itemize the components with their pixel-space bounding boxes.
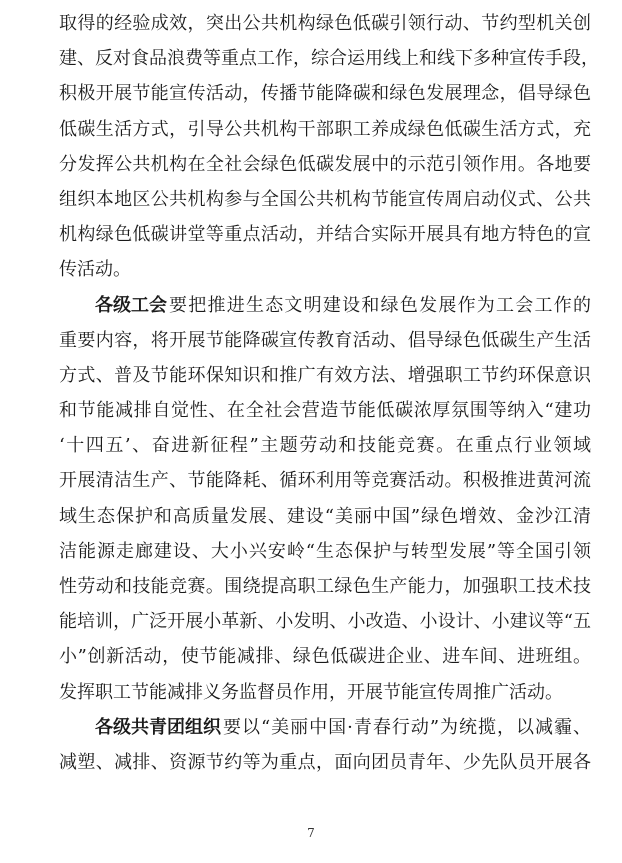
text-line: 积极开展节能宣传活动，传播节能降碳和绿色发展理念，倡导绿色 bbox=[59, 83, 591, 105]
text-line: 开展清洁生产、节能降耗、循环利用等竞赛活动。积极推进黄河流 bbox=[59, 470, 591, 492]
page-number: 7 bbox=[307, 826, 315, 840]
text-line: 分发挥公共机构在全社会绿色低碳发展中的示范引领作用。各地要 bbox=[59, 153, 591, 175]
text-line: 减塑、减排、资源节约等为重点，面向团员青年、少先队员开展各 bbox=[59, 751, 591, 773]
text-line: 建、反对食品浪费等重点工作，综合运用线上和线下多种宣传手段， bbox=[59, 48, 599, 70]
text-line: 能培训，广泛开展小革新、小发明、小改造、小设计、小建议等“五 bbox=[59, 611, 591, 633]
line-text: 要以“美丽中国·青春行动”为统揽，以减霾、 bbox=[223, 716, 591, 738]
text-line: 机构绿色低碳讲堂等重点活动，并结合实际开展具有地方特色的宣 bbox=[59, 224, 591, 246]
text-line: 和节能减排自觉性、在全社会营造节能低碳浓厚氛围等纳入“建功 bbox=[59, 400, 591, 422]
text-line: 传活动。 bbox=[59, 259, 131, 281]
text-line: 小”创新活动，使节能减排、绿色低碳进企业、进车间、进班组。 bbox=[59, 646, 591, 668]
body-text bbox=[59, 6, 599, 780]
text-line: 域生态保护和高质量发展、建设“美丽中国”绿色增效、金沙江清 bbox=[59, 505, 591, 527]
text-line: 方式、普及节能环保知识和推广有效方法、增强职工节约环保意识 bbox=[59, 364, 591, 386]
text-line: 洁能源走廊建设、大小兴安岭“生态保护与转型发展”等全国引领 bbox=[59, 540, 591, 562]
text-line bbox=[59, 288, 591, 323]
text-line: 性劳动和技能竞赛。围绕提高职工绿色生产能力，加强职工技术技 bbox=[59, 576, 591, 597]
line-text: 要把推进生态文明建设和绿色发展作为工会工作的 bbox=[169, 294, 591, 316]
text-line: 组织本地区公共机构参与全国公共机构节能宣传周启动仪式、公共 bbox=[59, 188, 591, 210]
text-line: 重要内容，将开展节能降碳宣传教育活动、倡导绿色低碳生产生活 bbox=[59, 329, 591, 351]
text-line: ‘十四五’、奋进新征程”主题劳动和技能竞赛。在重点行业领域 bbox=[59, 435, 591, 457]
text-line: 低碳生活方式，引导公共机构干部职工养成绿色低碳生活方式，充 bbox=[59, 118, 591, 140]
paragraph-lead: 各级工会 bbox=[95, 294, 167, 316]
text-line: 发挥职工节能减排义务监督员作用，开展节能宣传周推广活动。 bbox=[59, 681, 563, 703]
text-line bbox=[59, 710, 591, 745]
text-line: 取得的经验成效，突出公共机构绿色低碳引领行动、节约型机关创 bbox=[59, 13, 591, 34]
paragraph-lead: 各级共青团组织 bbox=[95, 716, 221, 738]
